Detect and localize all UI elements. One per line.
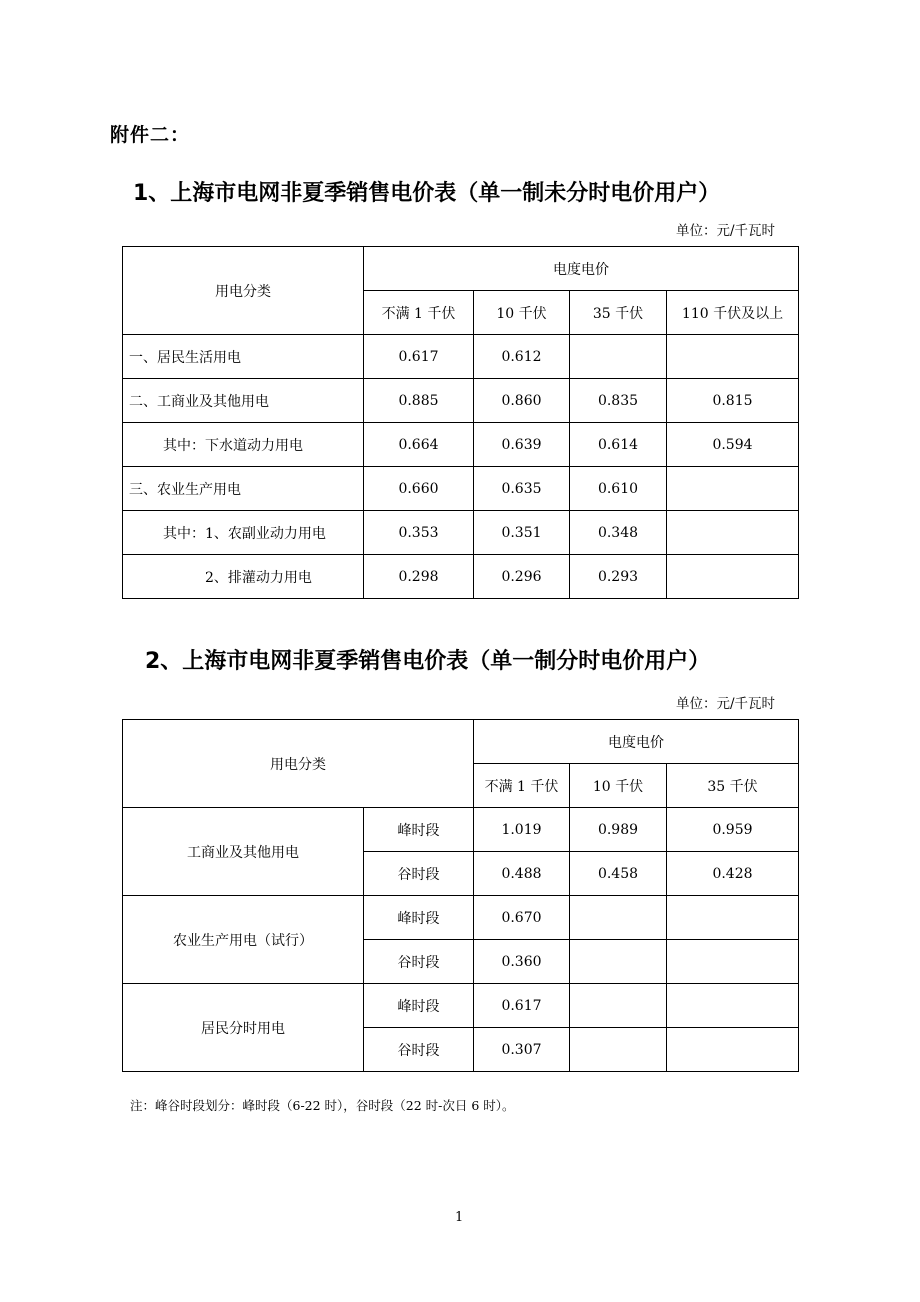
header-price-group: 电度电价 (474, 720, 799, 764)
cell (667, 511, 799, 555)
row-label: 2、排灌动力用电 (123, 555, 364, 599)
table-row (123, 896, 799, 940)
row-label: 其中：1、农副业动力用电 (123, 511, 364, 555)
cell: 0.989 (570, 808, 667, 852)
cell: 0.835 (570, 379, 667, 423)
cell: 0.594 (667, 423, 799, 467)
cell: 0.298 (364, 555, 474, 599)
table-header-row (123, 720, 799, 764)
cell (570, 940, 667, 984)
table2 (122, 719, 799, 1072)
cell (667, 335, 799, 379)
table-row (123, 423, 799, 467)
row-label: 三、农业生产用电 (123, 467, 364, 511)
footnote: 注：峰谷时段划分：峰时段（6-22 时），谷时段（22 时-次日 6 时）。 (130, 1098, 515, 1113)
cell: 0.360 (474, 940, 570, 984)
cell (667, 984, 799, 1028)
cell (667, 940, 799, 984)
cell: 0.307 (474, 1028, 570, 1072)
header-col: 10 千伏 (474, 291, 570, 335)
cell: 0.296 (474, 555, 570, 599)
cell: 0.293 (570, 555, 667, 599)
row-label: 一、居民生活用电 (123, 335, 364, 379)
cell: 0.488 (474, 852, 570, 896)
cell (570, 1028, 667, 1072)
cell: 0.610 (570, 467, 667, 511)
table1 (122, 246, 799, 599)
row-label: 二、工商业及其他用电 (123, 379, 364, 423)
cell: 0.348 (570, 511, 667, 555)
cell: 0.612 (474, 335, 570, 379)
header-col: 35 千伏 (570, 291, 667, 335)
cell: 0.815 (667, 379, 799, 423)
row-label: 其中：下水道动力用电 (123, 423, 364, 467)
period-label: 峰时段 (364, 896, 474, 940)
cell: 0.885 (364, 379, 474, 423)
cell: 0.639 (474, 423, 570, 467)
cell: 0.614 (570, 423, 667, 467)
cell (667, 555, 799, 599)
table-row (123, 379, 799, 423)
table2-title: 2、上海市电网非夏季销售电价表（单一制分时电价用户） (145, 649, 711, 674)
group-label: 农业生产用电（试行） (123, 896, 364, 984)
header-category: 用电分类 (123, 247, 364, 335)
period-label: 谷时段 (364, 1028, 474, 1072)
table-row (123, 511, 799, 555)
cell (570, 984, 667, 1028)
period-label: 谷时段 (364, 852, 474, 896)
table1-unit: 单位：元/千瓦时 (676, 223, 776, 239)
cell (570, 896, 667, 940)
period-label: 峰时段 (364, 984, 474, 1028)
cell: 0.353 (364, 511, 474, 555)
group-label: 工商业及其他用电 (123, 808, 364, 896)
cell: 0.664 (364, 423, 474, 467)
cell (570, 335, 667, 379)
header-col: 10 千伏 (570, 764, 667, 808)
table-row (123, 555, 799, 599)
period-label: 谷时段 (364, 940, 474, 984)
table2-unit: 单位：元/千瓦时 (676, 696, 776, 712)
cell: 0.351 (474, 511, 570, 555)
cell (667, 896, 799, 940)
cell (667, 1028, 799, 1072)
cell: 0.617 (364, 335, 474, 379)
table-row (123, 467, 799, 511)
table-header-row (123, 247, 799, 291)
group-label: 居民分时用电 (123, 984, 364, 1072)
attachment-label: 附件二： (110, 124, 191, 146)
table1-title: 1、上海市电网非夏季销售电价表（单一制未分时电价用户） (133, 181, 721, 206)
cell: 0.660 (364, 467, 474, 511)
cell: 0.635 (474, 467, 570, 511)
cell: 0.959 (667, 808, 799, 852)
cell: 0.458 (570, 852, 667, 896)
cell: 0.670 (474, 896, 570, 940)
cell: 0.860 (474, 379, 570, 423)
header-price-group: 电度电价 (364, 247, 799, 291)
cell: 0.617 (474, 984, 570, 1028)
header-col: 110 千伏及以上 (667, 291, 799, 335)
header-col: 不满 1 千伏 (364, 291, 474, 335)
header-category: 用电分类 (123, 720, 474, 808)
period-label: 峰时段 (364, 808, 474, 852)
table-row (123, 335, 799, 379)
table-row (123, 808, 799, 852)
page-number: 1 (455, 1210, 464, 1225)
cell: 1.019 (474, 808, 570, 852)
header-col: 35 千伏 (667, 764, 799, 808)
table-row (123, 984, 799, 1028)
cell (667, 467, 799, 511)
cell: 0.428 (667, 852, 799, 896)
header-col: 不满 1 千伏 (474, 764, 570, 808)
